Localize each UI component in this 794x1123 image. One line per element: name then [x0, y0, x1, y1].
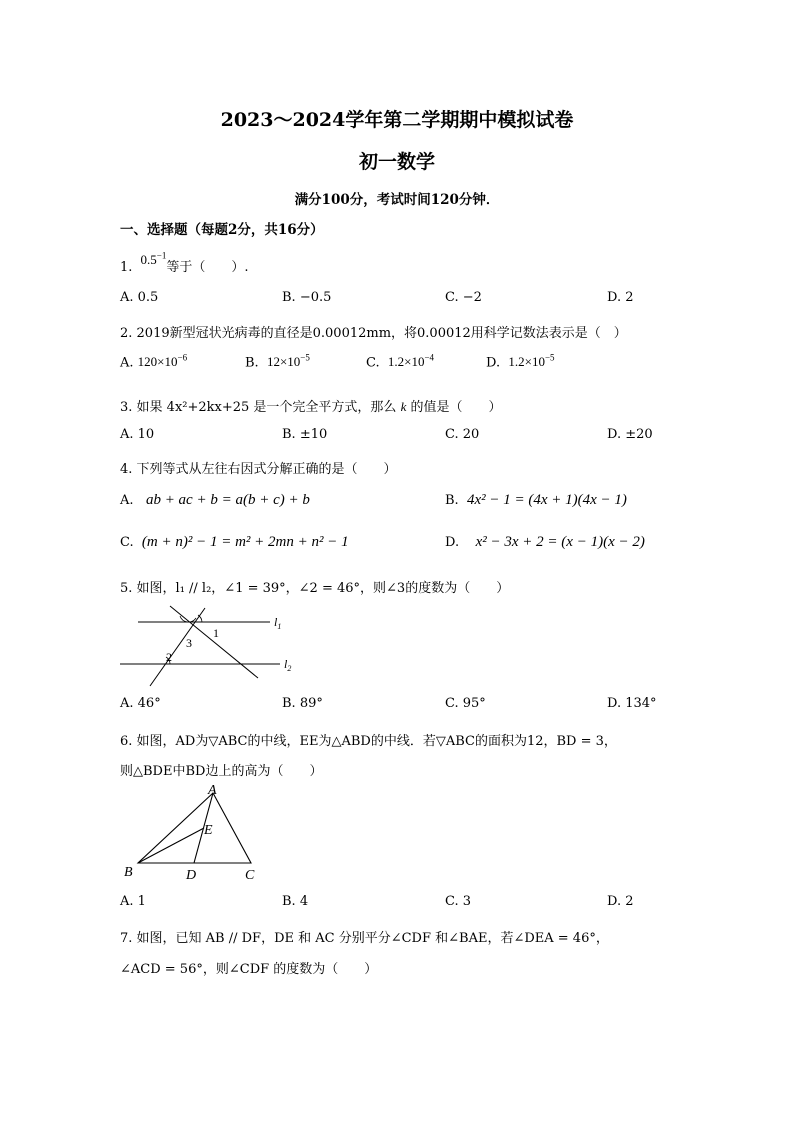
q3-option-d[interactable]: D. ±20 [607, 427, 653, 442]
transversal-2 [170, 606, 258, 678]
q2-option-b[interactable]: B. $12\times 10^{-5}$ [245, 353, 310, 371]
q1-option-a[interactable]: A. 0.5 [120, 290, 159, 305]
q5-option-a[interactable]: A. 46° [120, 696, 161, 711]
q6-option-a[interactable]: A. 1 [120, 894, 146, 909]
angle-label-1: 1 [213, 626, 219, 640]
q5-option-b[interactable]: B. 89° [282, 696, 323, 711]
q6-option-c[interactable]: C. 3 [445, 894, 472, 909]
math-expression: $1.2\times 10^{-4}$ [387, 353, 435, 370]
angle-label-3: 3 [186, 636, 192, 650]
point-e: E [204, 823, 213, 838]
vertex-a: A [208, 783, 217, 798]
q5-figure [110, 602, 310, 692]
q3-option-b[interactable]: B. ±10 [282, 427, 328, 442]
angle-label-2: 2 [166, 650, 172, 664]
exam-title: 2023～2024学年第二学期期中模拟试卷 [220, 109, 574, 131]
question-2: 2. 2019新型冠状光病毒的直径是0.00012mm，将0.00012用科学记数法表示是（ ） [120, 326, 627, 341]
q3-option-c[interactable]: C. 20 [445, 427, 480, 442]
question-1 [120, 250, 249, 275]
math-expression: ab + ac + b = a(b + c) + b [145, 492, 310, 508]
math-variable: k [400, 399, 407, 414]
math-expression: (m + n)² − 1 = m² + 2mn + n² − 1 [141, 534, 349, 550]
point-d: D [186, 868, 197, 883]
math-expression: 4x² − 1 = (4x + 1)(4x − 1) [466, 492, 627, 508]
q6-figure [118, 783, 278, 883]
q2-option-d[interactable]: D. $1.2\times 10^{-5}$ [486, 353, 555, 371]
triangle-abc [138, 793, 251, 863]
q5-option-d[interactable]: D. 134° [607, 696, 657, 711]
label-l2: $l_2$ [284, 657, 292, 673]
question-number: 1. [120, 260, 133, 275]
section-heading: 一、选择题（每题2分，共16分） [120, 222, 324, 238]
q2-option-a[interactable]: A. $120\times 10^{-6}$ [120, 353, 188, 371]
q1-option-b[interactable]: B. −0.5 [282, 290, 332, 305]
question-6-line-2: 则△BDE中BD边上的高为（ ） [120, 764, 323, 779]
question-5: 5. 如图，l₁ // l₂，∠1 = 39°，∠2 = 46°，则∠3的度数为（ ） [120, 581, 510, 596]
label-l1: $l_1$ [274, 615, 282, 631]
q5-option-c[interactable]: C. 95° [445, 696, 486, 711]
exam-subject: 初一数学 [358, 151, 435, 173]
median-be [138, 828, 204, 863]
transversal-1 [150, 608, 205, 686]
q1-option-d[interactable]: D. 2 [607, 290, 634, 305]
q1-option-c[interactable]: C. −2 [445, 290, 482, 305]
question-3: 3. 如果 4x²+2kx+25 是一个完全平方式，那么 k 的值是（ ） [120, 399, 502, 415]
math-expression: $1.2\times 10^{-5}$ [508, 353, 555, 370]
question-7-line-2: ∠ACD = 56°，则∠CDF 的度数为（ ） [120, 962, 378, 977]
q4-option-d[interactable]: D. x² − 3x + 2 = (x − 1)(x − 2) [445, 534, 645, 550]
q4-option-a[interactable]: A. ab + ac + b = a(b + c) + b [120, 492, 310, 508]
math-expression: x² − 3x + 2 = (x − 1)(x − 2) [475, 534, 645, 550]
q4-option-c[interactable]: C. (m + n)² − 1 = m² + 2mn + n² − 1 [120, 534, 349, 550]
math-expression: $12\times 10^{-5}$ [266, 353, 310, 370]
q4-option-b[interactable]: B. 4x² − 1 = (4x + 1)(4x − 1) [445, 492, 627, 508]
question-4: 4. 下列等式从左往右因式分解正确的是（ ） [120, 462, 397, 477]
vertex-b: B [124, 865, 133, 880]
question-6-line-1: 6. 如图，AD为▽ABC的中线，EE为△ABD的中线．若▽ABC的面积为12，BD = 3， [120, 734, 617, 749]
vertex-c: C [245, 868, 255, 883]
math-expression: $120\times 10^{-6}$ [137, 353, 188, 370]
q6-option-b[interactable]: B. 4 [282, 894, 309, 909]
q6-option-d[interactable]: D. 2 [607, 894, 634, 909]
angle-arc-1 [198, 615, 202, 622]
q3-option-a[interactable]: A. 10 [120, 427, 155, 442]
question-text: 等于（ ）. [166, 260, 249, 275]
q2-option-c[interactable]: C. $1.2\times 10^{-4}$ [366, 353, 435, 371]
math-expression: $0.5^{-1}$ [140, 250, 167, 267]
question-7-line-1: 7. 如图，已知 AB // DF，DE 和 AC 分别平分∠CDF 和∠BAE，若∠DEA = 46°， [120, 931, 609, 946]
exam-note: 满分100分，考试时间120分钟． [294, 192, 500, 208]
